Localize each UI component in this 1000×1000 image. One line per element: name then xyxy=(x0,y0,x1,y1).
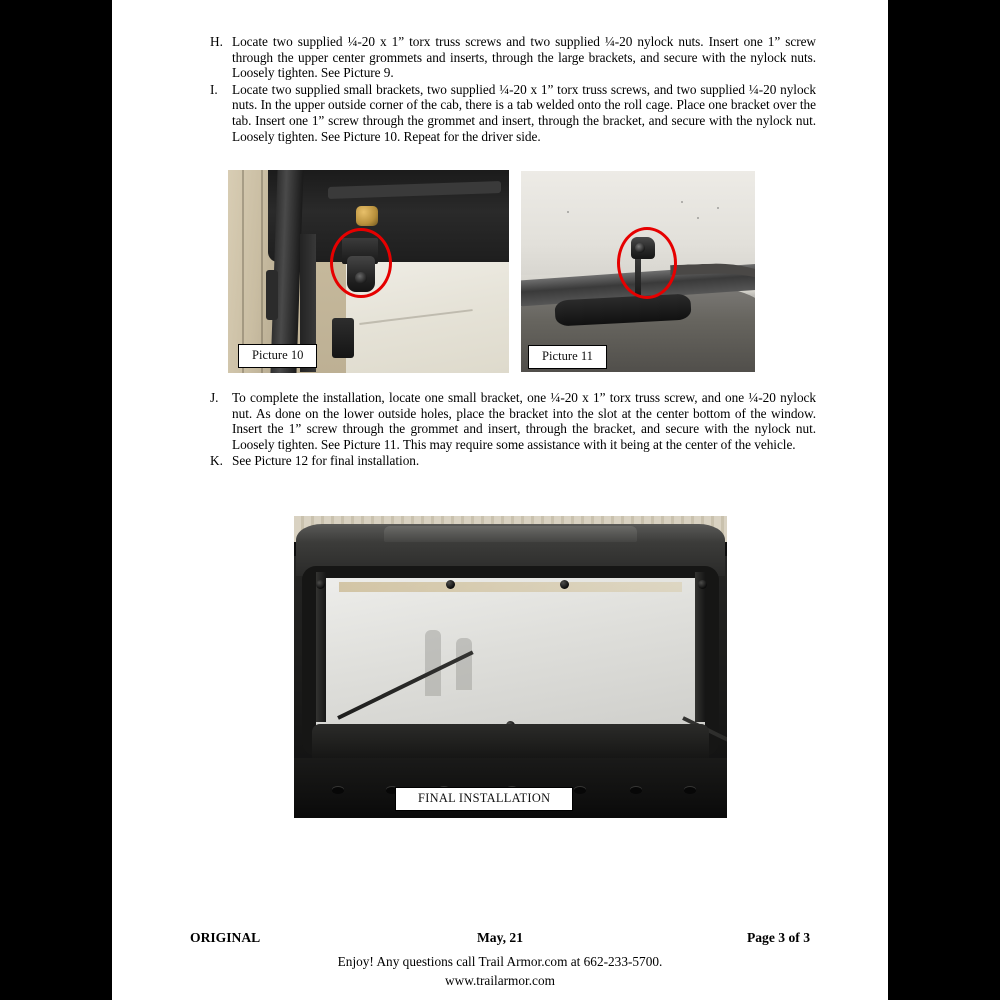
final-photo-pillar xyxy=(695,572,705,722)
final-photo-bed-bolt xyxy=(630,787,642,794)
red-annotation-circle-icon xyxy=(617,227,677,299)
list-item-marker: K. xyxy=(210,453,223,469)
final-photo-window-panel xyxy=(316,578,705,734)
final-photo-grommet xyxy=(698,580,707,589)
list-item-marker: J. xyxy=(210,390,219,405)
final-photo-roof-lip xyxy=(384,526,637,542)
picture-11-speck xyxy=(697,217,699,219)
final-photo-bed-bolt xyxy=(684,787,696,794)
picture-10-lower-hardware xyxy=(332,318,354,358)
footer-date: May, 21 xyxy=(476,930,524,945)
picture-10-clip xyxy=(266,270,278,320)
picture-10-caption: Picture 10 xyxy=(238,344,317,368)
picture-11 xyxy=(521,171,755,372)
list-item xyxy=(210,82,816,144)
picture-10-wall-seam xyxy=(261,170,263,373)
instruction-list xyxy=(210,34,816,145)
final-installation-photo xyxy=(294,516,727,818)
instruction-list-continued xyxy=(210,390,816,470)
final-photo-grommet xyxy=(316,580,325,589)
final-photo-bed-bolt xyxy=(574,787,586,794)
picture-10 xyxy=(228,170,509,373)
footer-website: www.trailarmor.com xyxy=(445,973,555,988)
list-item xyxy=(210,34,816,81)
footer-contact-line: Enjoy! Any questions call Trail Armor.com at 662-233-5700. xyxy=(337,954,663,969)
final-photo-lower-panel xyxy=(312,724,709,762)
picture-11-caption: Picture 11 xyxy=(528,345,607,369)
final-photo-shadow xyxy=(456,638,472,690)
list-item xyxy=(210,453,816,469)
list-item-marker: H. xyxy=(210,34,223,49)
footer-page-number: Page 3 of 3 xyxy=(746,930,810,945)
list-item-text: Locate two supplied small brackets, two supplied ¼-20 x 1” torx truss screws, and two supplied ¼-20 nylock nuts. In the upper outside corner of the cab, there is a tab welded onto the roll cage. Place one bracket over the tab. Insert one 1” screw through the grommet and insert, through the bracket, and secure with the nylock nut. Loosely tighten. See Picture 10. Repeat for the driver side. xyxy=(232,81,816,144)
picture-10-gold-bolt xyxy=(356,206,378,226)
picture-11-speck xyxy=(567,211,569,213)
final-photo-grommet xyxy=(446,580,455,589)
final-photo-grommet xyxy=(560,580,569,589)
list-item xyxy=(210,390,816,452)
final-photo-shadow xyxy=(425,630,441,696)
list-item-text: See Picture 12 for final installation. xyxy=(232,453,420,469)
final-installation-caption: FINAL INSTALLATION xyxy=(395,787,573,811)
final-photo-bed-bolt xyxy=(332,787,344,794)
picture-11-speck xyxy=(681,201,683,203)
footer-original-label: ORIGINAL xyxy=(190,930,261,945)
document-page xyxy=(112,0,888,1000)
red-annotation-circle-icon xyxy=(330,228,392,298)
page-footer xyxy=(112,930,888,990)
photo-row xyxy=(228,170,755,374)
picture-11-speck xyxy=(717,207,719,209)
final-photo-pillar xyxy=(316,572,326,722)
picture-10-wall-seam xyxy=(242,170,244,373)
list-item-text: Locate two supplied ¼-20 x 1” torx truss screws and two supplied ¼-20 nylock nuts. Insert one 1” screw through the upper center grommets and inserts, through the large brackets, and secure with the nylock nuts. Loosely tighten. See Picture 9. xyxy=(232,34,816,81)
footer-top-row xyxy=(112,930,888,952)
list-item-marker: I. xyxy=(210,81,218,97)
list-item-text: To complete the installation, locate one small bracket, one ¼-20 x 1” torx truss screw, and one ¼-20 nylock nut. As done on the lower outside holes, place the bracket into the slot at the center bottom of the window. Insert the 1” screw through the grommet and insert, through the bracket, and secure with the nylock nut. Loosely tighten. See Picture 11. This may require some assistance with it being at the center of the vehicle. xyxy=(232,390,816,452)
